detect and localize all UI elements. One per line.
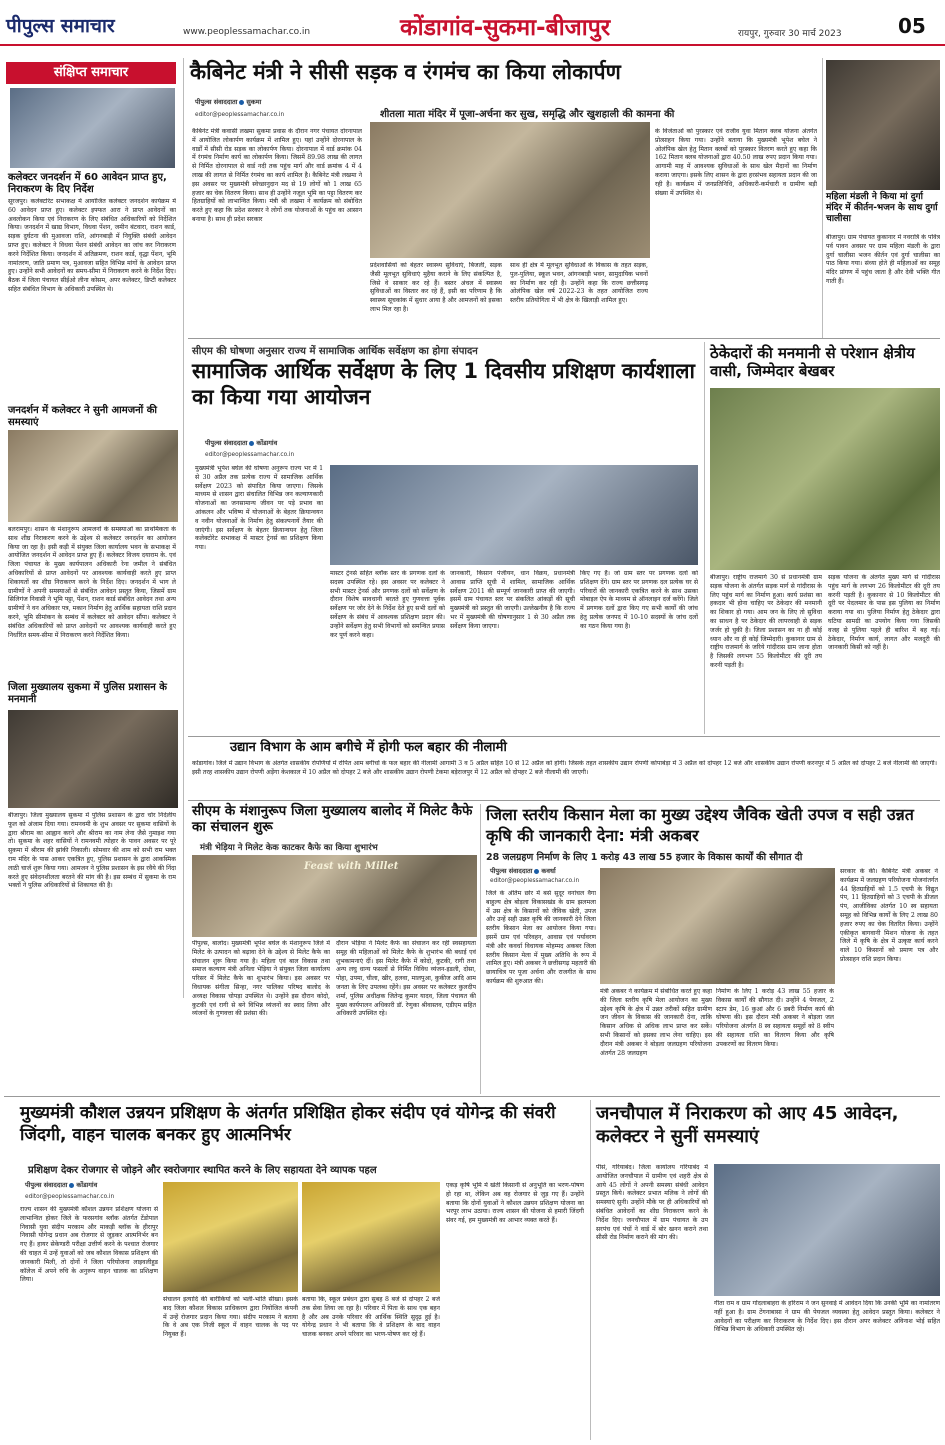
skill-divider (590, 1100, 591, 1440)
sidebar-photo-3 (8, 710, 178, 808)
sidebar-article-3: बीजापुर। जिला मुख्यालय सुकमा में पुलिस प्रशासन के द्वारा चोर निर्दलीय फूल को अंजाम दिया गया। रामनवमी के शुभ अवसर पर सुकमा वासियों के द्वारा श्रीराम का आह्वान करने और श्रीराम का नाम लेना जैसे नुमाइश गया तो। सुकमा के शहर वासियों ने रामनवमी त्योहार के पावन अवसर पर पूरे सुकमा में श्रीराम की झांकी निकाली। सोमवार की शाम को सभी राम भक्त राम मंदिर के पास आकर एकत्रित हुए, पुलिस प्रशासन के द्वारा आकस्मिक लाठी चार्ज शुरू किया गया। आमजन ने पुलिस प्रशासन के इस रवैये की निंदा करते हुए संवेदनशीलता बरतने की मांग की है। इस सम्बंध में सुकमा के राम भक्तों ने पुलिस अधिकारियों से शिकायत की है। (8, 812, 176, 890)
contractors-col-1: बीजापुर। राष्ट्रीय राजमार्ग 30 से प्रधानमंत्री ग्राम सड़क योजना के अंतर्गत सड़क मार्ग से गांदीरास के लिए पहुंच मार्ग का निर्माण हुआ। कार्य प्रशंसा का हकदार भी होना चाहिए पर ठेकेदार की मनमानी का शिकार हो गया। आम जन के लिए तो सुविधा का साधन है पर ठेकेदार की लापरवाही से सड़क जर्जर हो चुकी है। जिला प्रशासन का ना ही कोई ध्यान और ना ही कोई जिम्मेदारी। कुकानार ग्राम से राष्ट्रीय राजमार्ग के जरिये गांदीरास ग्राम जाना होता है जिसकी लगभग 55 किलोमीटर की दूरी तय करनी पड़ती है। (710, 574, 822, 669)
byline-dot-icon (239, 100, 244, 105)
skill-email: editor@peoplessamachar.co.in (25, 1194, 115, 1200)
top-byline-author: पीपुल्स संवाददाता (195, 98, 238, 106)
byline-dot-icon (249, 441, 254, 446)
millet-subhead: मंत्री भेड़िया ने मिलेट केक काटकर कैफे का किया शुभारंभ (200, 843, 378, 853)
rule-1 (188, 338, 940, 339)
top-col-2: प्रदेशवासियों को बेहतर स्वास्थ्य सुविधाएं, बिजली, सड़क जैसी मूलभूत सुविधाएं मुहैया कराने के लिए संकल्पित है, जिसे वे साकार कर रहे हैं। बस्तर अंचल में स्वास्थ्य सुविधाओं का विस्तार कर रहे हैं, इसी का परिणाम है कि स्वास्थ्य सूचकांक में सुधार आया है और आमजनों को इसका लाभ मिल रहा है। (370, 262, 502, 313)
temple-article: बीजापुर। ग्राम पंचायत कुकानार में नवरात्रि के पवित्र पर्व पावन अवसर पर ग्राम महिला मंडली के द्वारा दुर्गा चालीसा भजन कीर्तन एवं दुर्गा चालीसा का पाठ किया गया। संध्या होते ही महिलाओं का समूह मंदिर प्रांगण में पहुंच जाता है और देवी भक्ति गीत गाती हैं। (826, 234, 940, 285)
skill-photo-1 (163, 1182, 298, 1292)
top-email: editor@peoplessamachar.co.in (195, 112, 285, 118)
masthead (0, 0, 945, 48)
survey-col-4: किए गए हैं। जो ग्राम स्तर पर प्रगणक दलों को प्रशिक्षण देंगे। ग्राम स्तर पर प्रगणक दल प्रत्येक घर से परिवारों की जानकारी एकत्रित करने के साथ उसका मोबाइल ऐप के माध्यम से ऑनलाइन दर्ज करेंगे। जिले में प्रगणक दलों द्वारा किए गए सभी कार्यों की जांच हेतु प्रत्येक जनपद में 10-10 सदस्यों के जांच दलों का गठन किया गया है। (580, 570, 698, 630)
survey-headline: सामाजिक आर्थिक सर्वेक्षण के लिए 1 दिवसीय प्रशिक्षण कार्यशाला का किया गया आयोजन (192, 359, 695, 410)
janchaupal-headline: जनचौपाल में निराकरण को आए 45 आवेदन, कलेक्टर ने सुनीं समस्याएं (596, 1103, 899, 1148)
skill-subhead: प्रशिक्षण देकर रोजगार से जोड़ने और स्वरोजगार स्थापित करने के लिए सहायता देने व्यापक पहल (28, 1165, 377, 1176)
sidebar-title: संक्षिप्त समाचार (53, 65, 129, 80)
sidebar-headline-3: जिला मुख्यालय सुकमा में पुलिस प्रशासन के मनमानी (8, 682, 167, 705)
survey-col-3: जानकारी, किसान पंजीयन, धान विक्रय, प्रधानमंत्री आवास प्राप्ति सूची में शामिल, सामाजिक आर्थिक सर्वेक्षण 2011 की सम्पूर्ण जानकारी प्राप्त की जाएगी। इसमें ग्राम पंचायत स्तर पर संकलित आंकड़ों की सूची मुख्यमंत्री को प्रस्तुत की जाएगी। उल्लेखनीय है कि राज्य भर में मुख्यमंत्री की घोषणानुसार 1 से 30 अप्रैल तक सर्वेक्षण किया जाएगा। (450, 570, 575, 630)
survey-col-1: मुख्यमंत्री भूपेश बघेल की घोषणा अनुरूप राज्य भर में 1 से 30 अप्रैल तक प्रत्येक राज्य में सामाजिक आर्थिक सर्वेक्षण 2023 को संपादित किया जाएगा। जिसके माध्यम से शासन द्वारा संचालित विभिन्न जन कल्याणकारी योजनाओं का जनसामान्य जीवन पर पड़े प्रभाव का आंकलन और भविष्य में योजनाओं के बेहतर क्रियान्वयन व नवीन योजनाओं के निर्माण हेतु संकल्पनायें तैयार की जाएंगी। इस सर्वेक्षण के बेहतर क्रियान्वयन हेतु जिला कलेक्टोरेट सभाकक्ष में मास्टर ट्रेनर्स का प्रशिक्षण किया गया। (195, 465, 323, 552)
skill-col-3: बताया कि, स्कूल प्रबंधन द्वारा सुबह 8 बजे से दोपहर 2 बजे तक सेवा लिया जा रहा है। परिवार में पिता के साथ एक बहन है और अब उनके परिवार की आर्थिक स्थिति सुदृढ़ हुई है। योगेन्द्र प्रधान ने भी बताया कि वे प्रशिक्षण के बाद वाहन चालक बनकर अपने परिवार का भरण-पोषण कर रहे हैं। (302, 1296, 440, 1339)
rule-3 (188, 800, 940, 801)
mango-article: कोंडागांव। जिले में उद्यान विभाग के अंतर्गत शासकीय रोपणियों में रोपित आम बगीचों के फल बहार की नीलामी आगामी 3 व 5 अप्रैल सहित 10 से 12 अप्रैल को होगी। जिसके तहत शासकीय उद्यान रोपणी कोपाबेड़ा में 3 अप्रैल को दोपहर 12 बजे और शासकीय उद्यान रोपणी करनपुर में 5 अप्रैल को दोपहर 2 बजे नीलामी की जाएगी। इसी तरह शासकीय उद्यान रोपणी अड़ेंगा केशकाल में 10 अप्रैल को दोपहर 2 बजे और शासकीय उद्यान रोपणी टेकमा बड़ेराजपुर में 12 अप्रैल को दोपहर 2 बजे नीलामी की जाएगी। (192, 760, 937, 776)
kisan-byline-author: पीपुल्स संवाददाता (490, 867, 533, 875)
contractors-headline: ठेकेदारों की मनमानी से परेशान क्षेत्रीय वासी, जिम्मेदार बेखबर (710, 344, 915, 380)
millet-photo-banner: Feast with Millet (304, 861, 399, 872)
kisan-col-2: मंत्री अकबर ने कार्यक्रम में संबोधित करते हुए कहा की जिला स्तरीय कृषि मेला आयोजन का मुख्य उद्देश्य कृषि के क्षेत्र में उन्नत तरीकों सहित ग्रामीण जन जीवन के विकास की जानकारी देना, ताकि किसान अधिक से अधिक लाभ प्राप्त कर सकें। सभी किसानों को इसका लाभ लेना चाहिए। इस दौरान मंत्री अकबर ने बोड़ला जलग्रहण परियोजना अंतर्गत 28 जलग्रहण (600, 988, 712, 1057)
skill-col-4: एकड़ कृषि भूमि में खेती किसानी से अनुभूति का भरण-पोषण हो रहा था, लेकिन अब वह रोजगार से जुड़ गए हैं। उन्होंने बताया कि दोनों युवाओं ने कौशल उन्नयन प्रशिक्षण योजना का भरपूर लाभ उठाया। राज्य शासन की योजना से हमारी जिंदगी संवर गई, हम मुख्यमंत्री का आभार व्यक्त करते हैं। (446, 1182, 584, 1225)
sidebar-title-bar (6, 62, 176, 84)
rule-4 (4, 1096, 940, 1097)
janchaupal-col-2: गीता राम व ग्राम गोंदलाबाहरा के हरिराम ने जन सुनवाई में आवेदन दिया कि उनकी भूमि का नामांतरण नहीं हुआ है। ग्राम टेंगनाबासा ने ग्राम की पेयजल व्यवस्था हेतु आवेदन प्रस्तुत किया। कलेक्टर ने आवेदनों का परीक्षण कर निराकरण के निर्देश दिए। इस दौरान अपर कलेक्टर अविनाश भोई सहित विभिन्न विभाग के अधिकारी उपस्थित रहे। (714, 1300, 940, 1334)
millet-headline: सीएम के मंशानुरूप जिला मुख्यालय बालोद में मिलेट कैफे का संचालन शुरू (192, 803, 473, 835)
contractors-col-2: सड़क योजना के अंतर्गत मुख्य मार्ग से गांदीरास पहुंच मार्ग के लगभग 26 किलोमीटर की दूरी तय करनी पड़ती है। कुकानार से 10 किलोमीटर की दूरी पर पेदलमार के पास इस पुलिया का निर्माण कराया गया था। पुलिया निर्माण हेतु ठेकेदार द्वारा घटिया सामग्री का उपयोग किया गया जिसकी वजह से पुलिया पहले ही बारिश में बह गई। ठेकेदार, निर्माण कार्य, लागत और मजदूरी की जानकारी किसी को नहीं है। (828, 574, 940, 652)
survey-photo (330, 465, 698, 565)
top-col-1: कैबिनेट मंत्री कवासी लखमा सुकमा प्रवास के दौरान नगर पंचायत दोरनापाल में आयोजित लोकार्पण कार्यक्रम में शामिल हुए। यहां उन्होंने दोरनापाल के वार्डों में सीसी रोड सड़क का लोकार्पण किया। दोरनापाल में वार्ड क्रमांक 04 में रंगमंच निर्माण कार्य का लोकार्पण किया। जिसमें 89.98 लाख की लागत से निर्मित दोरनापाल से वार्ड नदी तक पहुंच मार्ग और वार्ड क्रमांक 4 में 4 लाख की लागत से निर्मित रंगमंच का कार्य शामिल है। कैबिनेट मंत्री लखमा ने इस अवसर पर मुख्यमंत्री स्वेच्छानुदान मद से 19 लोगों को 1 लाख 65 हजार का चेक वितरण किया। साथ ही उन्होंने नजूल भूमि का पट्टा वितरण कर हितग्राहियों को लाभान्वित किया। मंत्री श्री लखमा ने कार्यक्रम को संबोधित करते हुए कहा कि प्रदेश सरकार ने लोगों तक योजनाओं के पहुंच का आसान बनाया है। साथ ही प्रदेश सरकार (192, 128, 362, 223)
sidebar-headline-1: कलेक्टर जनदर्शन में 60 आवेदन प्राप्त हुए, निराकरण के दिए निर्देश (8, 172, 167, 195)
kisan-byline-place: कवर्धा (541, 867, 556, 875)
skill-col-1: राज्य शासन की मुख्यमंत्री कौशल उन्नयन प्रशिक्षण योजना से लाभान्वित होकर जिले के फरसगांव ब्लॉक अंतर्गत टेंडोपाल निवासी युवा संदीप मरकाम और माकड़ी ब्लॉक के हीरापुर निवासी योगेन्द्र प्रधान अब रोजगार से जुड़कर आत्मनिर्भर बन गए हैं। हायर सेकेण्डरी परीक्षा उत्तीर्ण करने के पश्चात रोजगार की चाहत में उन्हें युवाओं को जब कौशल विकास प्रशिक्षण की जानकारी मिली, तो दोनों ने जिला परियोजना लाइवलीहुड कॉलेज में अपने रुचि के अनुरूप वाहन चालक का प्रशिक्षण लिया। (20, 1206, 158, 1284)
survey-col-2: मास्टर ट्रेनर्स सहित ब्लॉक स्तर के प्रगणक दलों के सदस्य उपस्थित रहे। इस अवसर पर कलेक्टर ने सभी मास्टर ट्रेनर्स और प्रगणक दलों को सर्वेक्षण के दौरान विशेष सावधानी बरतते हुए गुणवत्ता पूर्वक सर्वेक्षण पर जोर देने के निर्देश देते हुए सभी दलों को सर्वेक्षण के संबंध में आवश्यक प्रशिक्षण प्रदान की। उन्होंने सर्वेक्षण हेतु सभी विभागों को समन्वित प्रयास कर पूर्ण करने कहा। (330, 570, 445, 639)
masthead-rule (0, 44, 945, 46)
janchaupal-photo (714, 1164, 940, 1296)
temple-caption: महिला मंडली ने किया मां दुर्गा मंदिर में कीर्तन-भजन के साथ दुर्गा चालीसा (826, 192, 938, 224)
top-right-divider (822, 58, 823, 338)
survey-byline-place: कोंडागांव (256, 439, 278, 447)
skill-headline: मुख्यमंत्री कौशल उन्नयन प्रशिक्षण के अंतर्गत प्रशिक्षित होकर संदीप एवं योगेन्द्र की संवरी जिंदगी, वाहन चालक बनकर हुए आत्मनिर्भर (20, 1103, 556, 1146)
survey-byline (205, 438, 277, 447)
skill-byline-author: पीपुल्स संवाददाता (25, 1181, 68, 1189)
kisan-col-4: सरकार के की। कैबिनेट मंत्री अकबर ने कार्यक्रम में जलग्रहण परियोजना योजनांतर्गत 44 हितग्राहियों को 1.5 एचपी के विद्युत पंप, 11 हितग्राहियों को 3 एचपी के डीजल पंप, आजीविका अंतर्गत 10 स्व सहायता समूह को विभिन्न कार्यों के लिए 2 लाख 80 हजार रुपए का चेक वितरित किया। उन्होंने एकीकृत बागवानी मिशन योजना के तहत जिले में कृषि के क्षेत्र में उत्कृष्ट कार्य करने वाले 10 किसानों को प्रमाण पत्र और प्रोत्साहन राशि प्रदान किया। (840, 868, 938, 963)
top-photo (370, 122, 650, 258)
kisan-col-3: निर्माण के लिए 1 करोड़ 43 लाख 55 हजार के विकास कार्यों की सौगात दी। उन्होंने 4 पेयजल, 2 स्टाप डेम, 16 कुआं और 6 डबरी निर्माण कार्य की घोषणा की। इस दौरान मंत्री अकबर ने बोड़ला जल परियोजना अंतर्गत 8 स्व सहायता समूहों को 8 स्वीप की सहायता राशि का वितरण किया और कृषि उपकरणों का वितरण किया। (716, 988, 834, 1048)
millet-col-1: पीपुल्स, बालोद। मुख्यमंत्री भूपेश बघेल के मंशानुरूप जिले में मिलेट के उत्पादन को बढ़ावा देने के उद्देश्य से मिलेट कैफे का संचालन शुरू किया गया है। महिला एवं बाल विकास तथा समाज कल्याण मंत्री अनिला भेड़िया ने संयुक्त जिला कार्यालय परिसर में मिलेट कैफे का शुभारंभ किया। इस अवसर पर विधायक संगीता सिन्हा, नगर पालिका परिषद बालोद के अध्यक्ष विकास चोपड़ा उपस्थित थे। उन्होंने इस दौरान कोदो, कुटकी एवं रागी से बने विभिन्न व्यंजनों का स्वाद लिया और व्यंजनों के गुणवत्ता की प्रशंसा की। (192, 940, 330, 1018)
survey-divider (704, 342, 705, 734)
kisan-byline (490, 866, 556, 875)
edition-title: कोंडागांव-सुकमा-बीजापुर (400, 15, 611, 41)
skill-photo-2 (302, 1182, 440, 1292)
sidebar-headline-2: जनदर्शन में कलेक्टर ने सुनी आमजनों की समस्याएं (8, 405, 158, 428)
millet-photo (192, 855, 477, 937)
survey-byline-author: पीपुल्स संवाददाता (205, 439, 248, 447)
top-headline: कैबिनेट मंत्री ने सीसी सड़क व रंगमंच का किया लोकार्पण (190, 60, 621, 84)
top-byline (195, 97, 261, 106)
millet-divider (480, 804, 481, 1094)
site-url: www.peoplessamachar.co.in (183, 27, 311, 37)
mango-headline: उद्यान विभाग के आम बगीचे में होगी फल बहार की नीलामी (230, 740, 507, 755)
top-subhead: शीतला माता मंदिर में पूजा-अर्चना कर सुख, समृद्धि और खुशहाली की कामना की (380, 109, 675, 120)
kisan-headline: जिला स्तरीय किसान मेला का मुख्य उद्देश्य जैविक खेती उपज व सही उन्नत कृषि की जानकारी देना: मंत्री अकबर (486, 805, 914, 845)
skill-byline-place: कोंडागांव (76, 1181, 98, 1189)
skill-byline (25, 1180, 97, 1189)
sidebar-divider (183, 58, 184, 998)
skill-col-2: संचालन इत्यादि की बारीकियों को भली-भांति सीखा। इसके बाद जिला कौशल विकास प्राधिकरण द्वारा नियोजित कंपनी में उन्हें रोजगार प्रदान किया गया। संदीप मरकाम ने बताया कि वे अब एक निजी स्कूल में वाहन चालक के पद पर नियुक्त हैं। (163, 1296, 298, 1339)
contractors-photo (710, 388, 940, 570)
top-col-3: साथ ही क्षेत्र में मूलभूत सुविधाओं के विकास के तहत सड़क, पुल-पुलिया, स्कूल भवन, आंगनबाड़ी भवन, सामुदायिक भवनों का निर्माण कर रही है। उन्होंने कहा कि राज्य छत्तीसगढ़ ओलंपिक खेल वर्ष 2022-23 के तहत आयोजित राज्य स्तरीय प्रतियोगिता में भी क्षेत्र के खिलाड़ी शामिल हुए। (510, 262, 648, 305)
survey-kicker: सीएम की घोषणा अनुसार राज्य में सामाजिक आर्थिक सर्वेक्षण का होगा संपादन (192, 346, 478, 357)
millet-col-2: दौरान भेड़िया ने मिलेट कैफे का संचालन कर रही स्वसहायता समूह की महिलाओं को मिलेट कैफे के शुभारंभ की बधाई एवं शुभकामनाएं दीं। इस मिलेट कैफे में कोदो, कुटकी, रागी तथा अन्य लघु धान्य फसलों से निर्मित विविध व्यंजन-इडली, दोसा, पोहा, उपमा, चीला, खीर, हलवा, मालपुआ, कुकीज आदि आम जनता के लिए उपलब्ध रहेंगे। इस अवसर पर कलेक्टर कुलदीप शर्मा, पुलिस अधीक्षक जितेन्द्र कुमार यादव, जिला पंचायत की मुख्य कार्यपालन अधिकारी डॉ. रेणुका श्रीवास्तव, एडीएम सहित अधिकारी उपस्थित रहे। (336, 940, 476, 1018)
kisan-col-1: जिले के अंतिम छोर में बसे सुदूर वनांचल वैगा बाहुल्य क्षेत्र बोड़ला विकासखंड के ग्राम झलमला में उस क्षेत्र के किसानों को जैविक खेती, उपज और उन्हें सही उन्नत कृषि की जानकारी देने जिला स्तरीय किसान मेला का आयोजन किया गया। इसमें ग्राम एवं परिवहन, आवास एवं पर्यावरण मंत्री और कवर्धा विधायक मोहम्मद अकबर जिला स्तरीय किसान मेला में मुख्य अतिथि के रूप में शामिल हुए। मंत्री अकबर ने छत्तीसगढ़ महतारी की छायाचित्र पर पूजा अर्चना और राजगीत के साथ कार्यक्रम की शुरुआत की। (486, 890, 596, 985)
sidebar-photo-1 (10, 88, 175, 168)
kisan-photo (600, 868, 835, 984)
janchaupal-col-1: पीसं, गरियाबंद। जिला कार्यालय गरियाबंद में आयोजित जनचौपाल में ग्रामीण एवं शहरी क्षेत्र से आये 45 लोगों ने अपनी समस्या संबंधी आवेदन प्रस्तुत किये। कलेक्टर प्रभात मलिक ने लोगों की समस्याएं सुनी। उन्होंने मौके पर ही अधिकारियों को संबंधित आवेदनों का शीघ्र निराकरण करने के निर्देश दिए। जनचौपाल में ग्राम पंचायत के उप सरपंच एवं पंचों ने वार्ड में बोर खनन कराने तथा सीसी रोड निर्माण कराने की मांग की। (596, 1164, 708, 1242)
byline-dot-icon (69, 1183, 74, 1188)
temple-photo (826, 60, 940, 190)
top-col-4: के विजेताओं को पुरस्कार एवं राजीव युवा मितान क्लब योजना अंतर्गत प्रोत्साहन किया गया। उन्होंने बताया कि मुख्यमंत्री भूपेश बघेल ने ओलंपिक खेल हेतु मितान क्लबों को पुरस्कार वितरण करते हुए कहा कि 162 मितान क्लब योजनाओं द्वारा 40.50 लाख रुपए प्रदान किया गया। आगामी माह में आवश्यक सुविधाओं के साथ खेल मैदानों का निर्माण कराया जाएगा। इसके लिए शासन के द्वारा हरसंभव सहायता प्रदान की जा रही है। कार्यक्रम में जनप्रतिनिधि, अधिकारी-कर्मचारी व ग्रामीण बड़ी संख्या में उपस्थित थे। (655, 128, 817, 197)
page-number: 05 (898, 14, 926, 38)
byline-dot-icon (534, 869, 539, 874)
rule-2 (188, 736, 940, 737)
survey-email: editor@peoplessamachar.co.in (205, 452, 295, 458)
kisan-email: editor@peoplessamachar.co.in (490, 878, 580, 884)
sidebar-article-2: बलरामपुर। शासन के मंशानुरूप आमजनों के समस्याओं का प्राथमिकता के साथ शीघ्र निराकरण करने के उद्देश्य से कलेक्टर जनदर्शन का आयोजन किया जा रहा है। इसी कड़ी में संयुक्त जिला कार्यालय भवन के सभाकक्ष में आयोजित जनदर्शन में आवेदन प्राप्त हुए हैं। कलेक्टर विजय दयाराम के. एवं जिला पंचायत के मुख्य कार्यपालन अधिकारी रेना जमील ने संबंधित अधिकारियों से प्राप्त आवेदनों पर आवश्यक कार्यवाही करते हुए प्राप्त शिकायतों का शीघ्र निराकरण करने के निर्देश दिए। जनदर्शन में भाग ले ग्रामीणों ने अपनी समस्याओं से संबंधित आवेदन प्रस्तुत किया, जिसमें ग्राम सिलिगंज निवासी ने भूमि पट्टा, पेंशन, राशन कार्ड संबंधित आवेदन तथा अन्य ग्रामीणों ने वन अधिकार पत्र, मकान निर्माण हेतु आर्थिक सहायता राशि प्रदान करने, भूमि सीमांकन के सम्बंध में कलेक्टर को आवेदन सौंपा। कलेक्टर ने संबंधित अधिकारियों को प्राप्त आवेदनों पर आवश्यक कार्यवाही करते हुए निर्धारित समय-सीमा में निराकरण करने निर्देशित किया। (8, 526, 176, 639)
sidebar-photo-2 (8, 430, 178, 522)
newspaper-logo: पीपुल्स समाचार (6, 15, 115, 37)
sidebar-article-1: सूरजपुर। कलेक्टोरेट सभाकक्ष में आयोजित कलेक्टर जनदर्शन कार्यक्रम में 60 आवेदन प्राप्त हुए। कलेक्टर इफ्फत आरा ने प्राप्त आवेदनों का अवलोकन किया एवं निराकरण के लिए संबंधित अधिकारियों को निर्देशित किया। जनदर्शन में खाद्य विभाग, विधवा पेंशन, जमीन बंटवारा, राशन कार्ड, सड़क दुर्घटना की मुआवजा राशि, आंगनबाड़ी में नियुक्ति संबंधी आवेदन प्राप्त हुए। कलेक्टर ने विधवा पेंशन संबंधी आवेदन का जांच कर निराकरण करने निर्देशित किया। जनदर्शन में अतिक्रमण, राशन कार्ड, वृद्धा पेंशन, भूमि नामांतरण, जाति प्रमाण पत्र, मुआवजा सहित विभिन्न मांगों के आवेदन प्राप्त हुए। उन्होंने सभी आवेदनों का समय-सीमा में निराकरण करने के निर्देश दिए। बैठक में जिला पंचायत सीईओ लीना कोसम, अपर कलेक्टर, डिप्टी कलेक्टर सहित संबंधित विभाग के अधिकारी उपस्थित थे। (8, 198, 176, 293)
issue-date: रायपुर, गुरुवार 30 मार्च 2023 (738, 29, 842, 39)
kisan-subhead: 28 जलग्रहण निर्माण के लिए 1 करोड़ 43 लाख 55 हजार के विकास कार्यों की सौगात दी (486, 852, 803, 863)
top-byline-place: सुकमा (246, 98, 262, 106)
